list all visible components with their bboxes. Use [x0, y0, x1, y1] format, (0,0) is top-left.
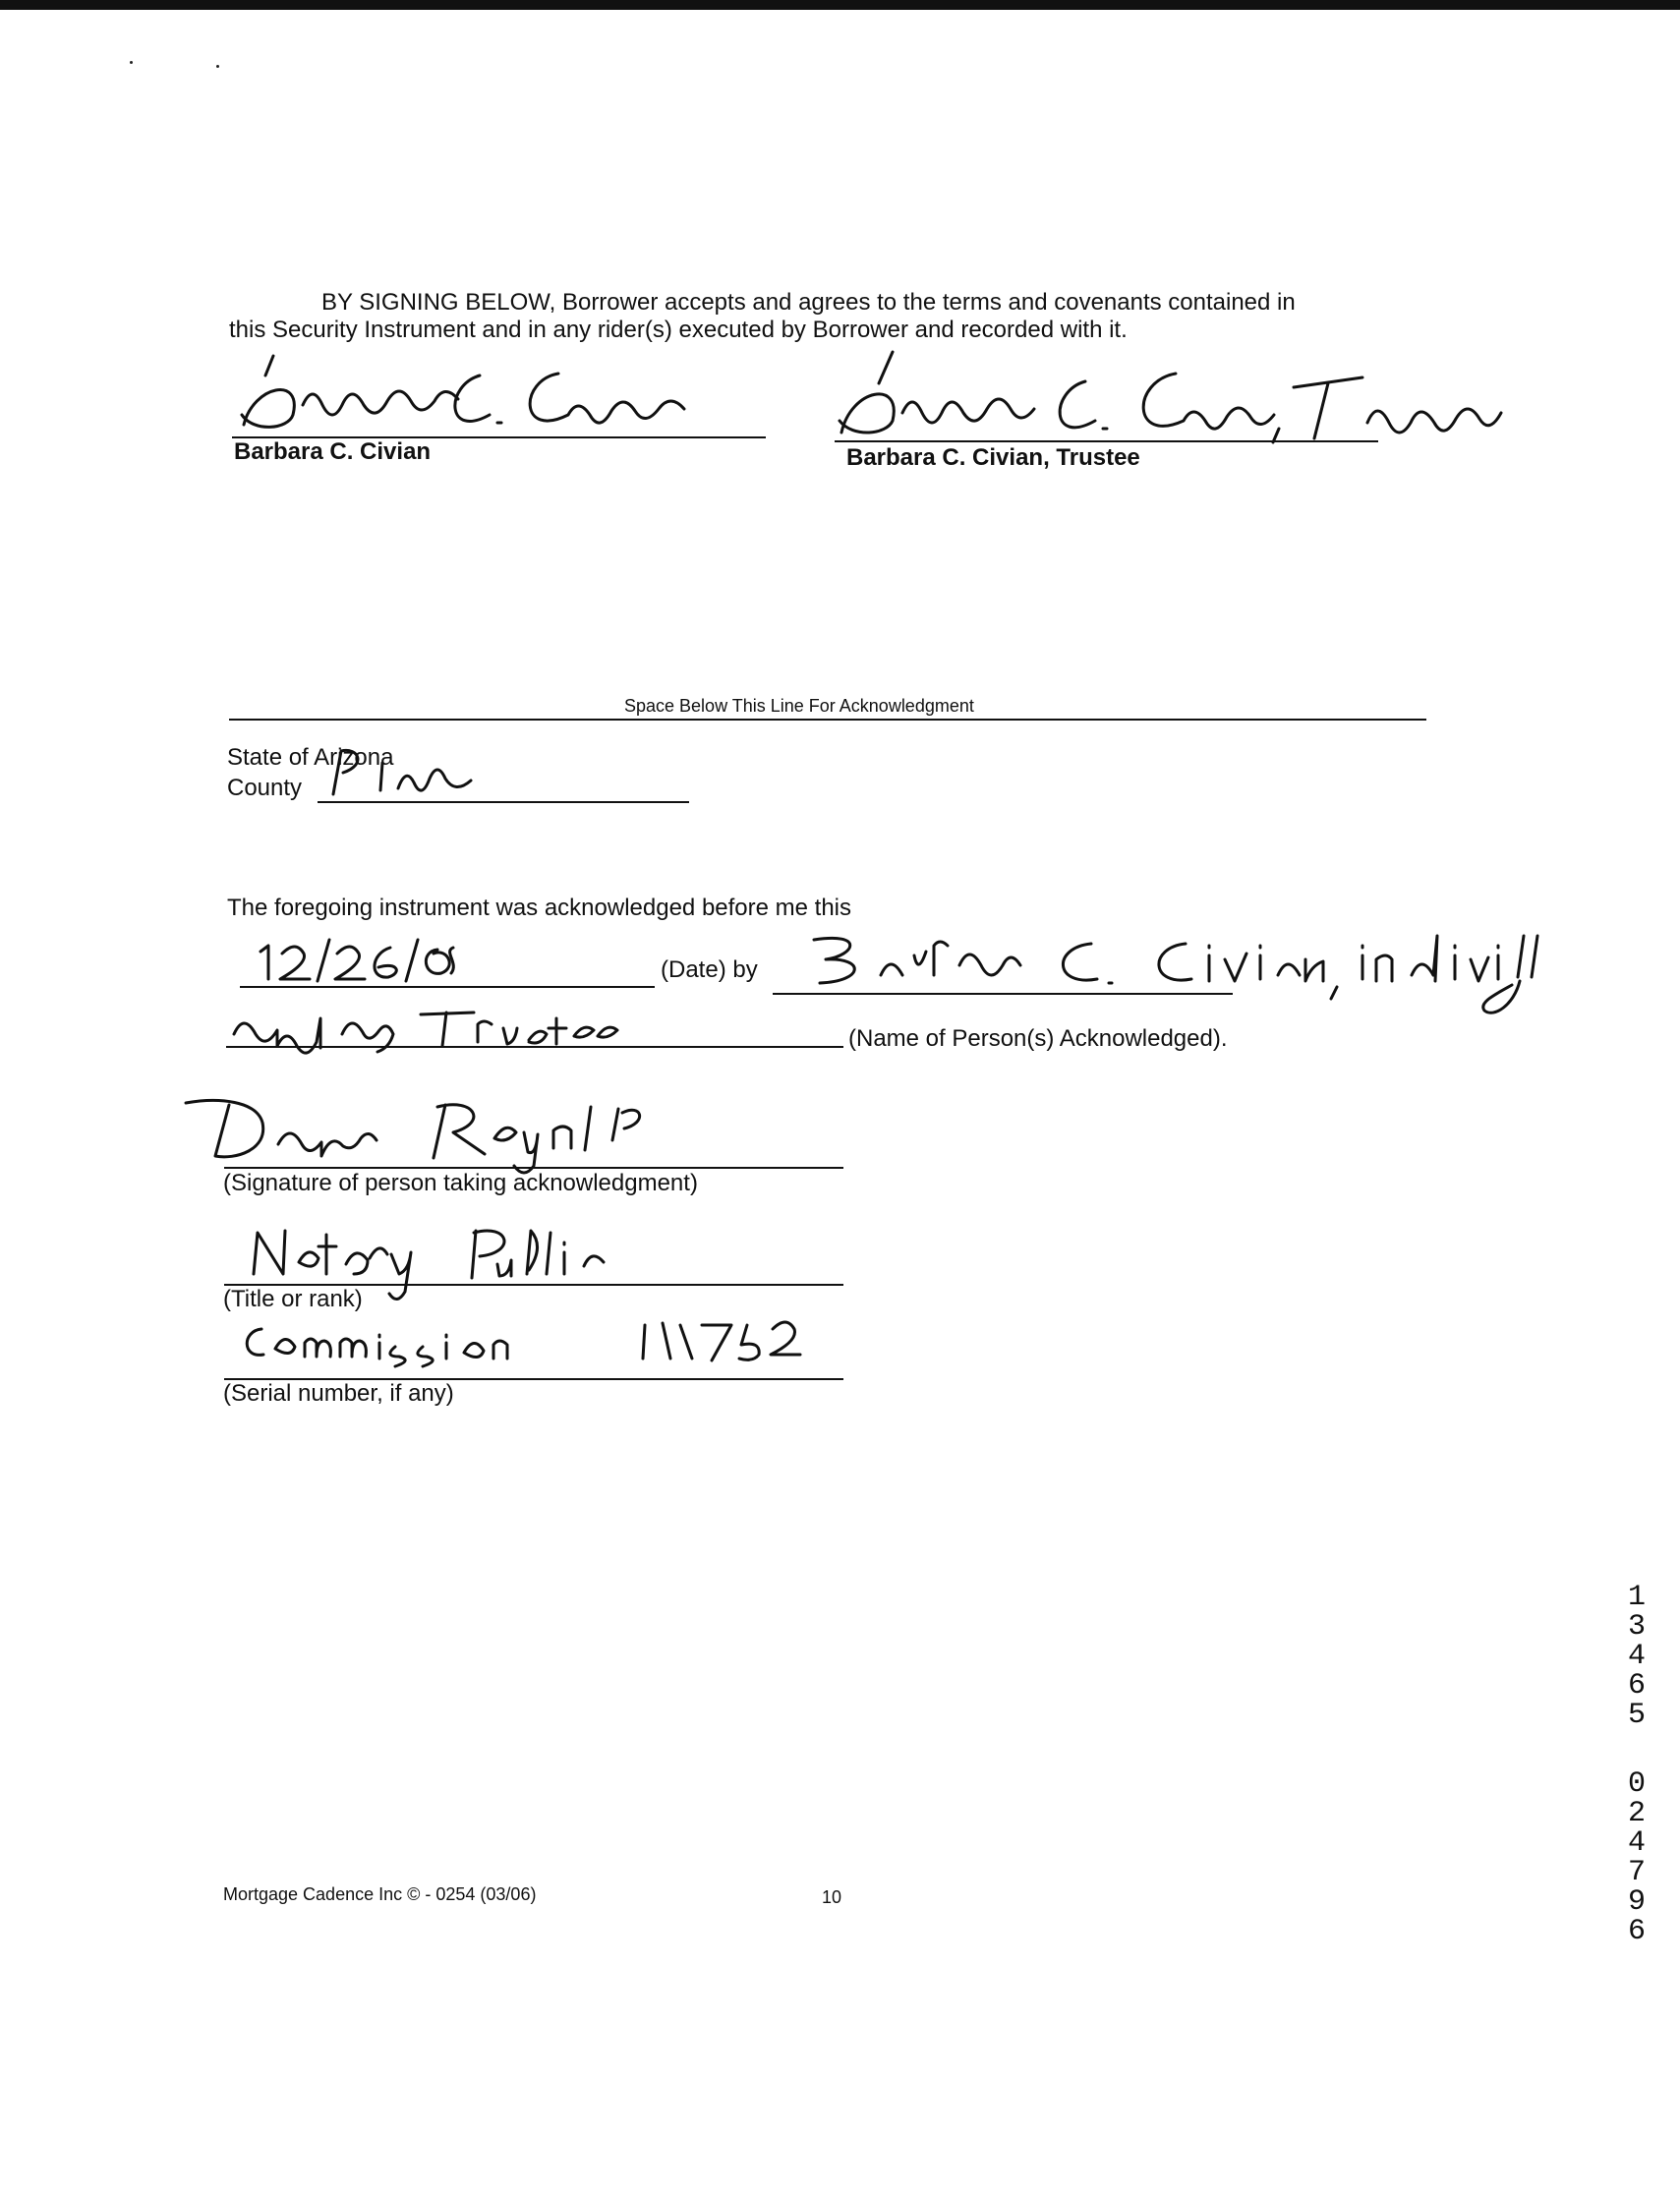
serial-label: (Serial number, if any) — [223, 1380, 454, 1407]
scan-speck — [216, 65, 219, 68]
state-label: State of Arizona — [227, 744, 394, 771]
stamp-digit: 6 — [1627, 1915, 1646, 1948]
person-line-2 — [226, 1046, 843, 1048]
date-line — [240, 986, 655, 988]
stamp-digit: 3 — [1627, 1610, 1646, 1644]
stamp-digit: 4 — [1627, 1640, 1646, 1673]
agreement-line-2: this Security Instrument and in any rider(s) executed by Borrower and recorded with it. — [229, 317, 1128, 343]
stamp-digit: 9 — [1627, 1885, 1646, 1919]
person-line-1 — [773, 993, 1233, 995]
notary-signature-line — [224, 1167, 843, 1169]
signature-label: (Signature of person taking acknowledgment) — [223, 1170, 698, 1196]
agreement-line-1: BY SIGNING BELOW, Borrower accepts and agrees to the terms and covenants contained in — [321, 289, 1296, 316]
signer-name-2: Barbara C. Civian, Trustee — [846, 444, 1140, 471]
stamp-digit: 5 — [1627, 1699, 1646, 1732]
scan-top-edge — [0, 0, 1680, 10]
person-label: (Name of Person(s) Acknowledged). — [848, 1025, 1228, 1052]
stamp-digit: 0 — [1627, 1767, 1646, 1801]
trustee-signature — [832, 344, 1520, 452]
title-label: (Title or rank) — [223, 1286, 363, 1312]
footer-form-id: Mortgage Cadence Inc © - 0254 (03/06) — [223, 1884, 537, 1904]
date-handwriting — [251, 934, 467, 989]
person-handwriting-2 — [224, 1001, 617, 1050]
stamp-digit: 1 — [1627, 1581, 1646, 1614]
acknowledgment-heading: Space Below This Line For Acknowledgment — [624, 696, 974, 716]
acknowledgment-divider — [229, 719, 1426, 721]
borrower-signature — [234, 346, 765, 444]
stamp-digit: 2 — [1627, 1797, 1646, 1830]
serial-handwriting — [232, 1313, 832, 1372]
date-label: (Date) by — [661, 956, 758, 983]
stamp-digit: 6 — [1627, 1669, 1646, 1703]
county-line — [318, 801, 689, 803]
county-handwriting — [319, 743, 487, 802]
signer-name-1: Barbara C. Civian — [234, 438, 432, 465]
acknowledged-text: The foregoing instrument was acknowledged before me this — [227, 895, 852, 921]
stamp-digit: 4 — [1627, 1826, 1646, 1860]
footer-page-number: 10 — [822, 1887, 842, 1907]
scan-speck — [130, 61, 133, 64]
notary-signature — [180, 1093, 711, 1172]
county-label: County — [227, 775, 303, 801]
stamp-digit: 7 — [1627, 1856, 1646, 1889]
person-handwriting — [806, 926, 1543, 1020]
signature-line — [835, 440, 1378, 442]
recording-stamp — [1620, 1583, 1653, 1946]
